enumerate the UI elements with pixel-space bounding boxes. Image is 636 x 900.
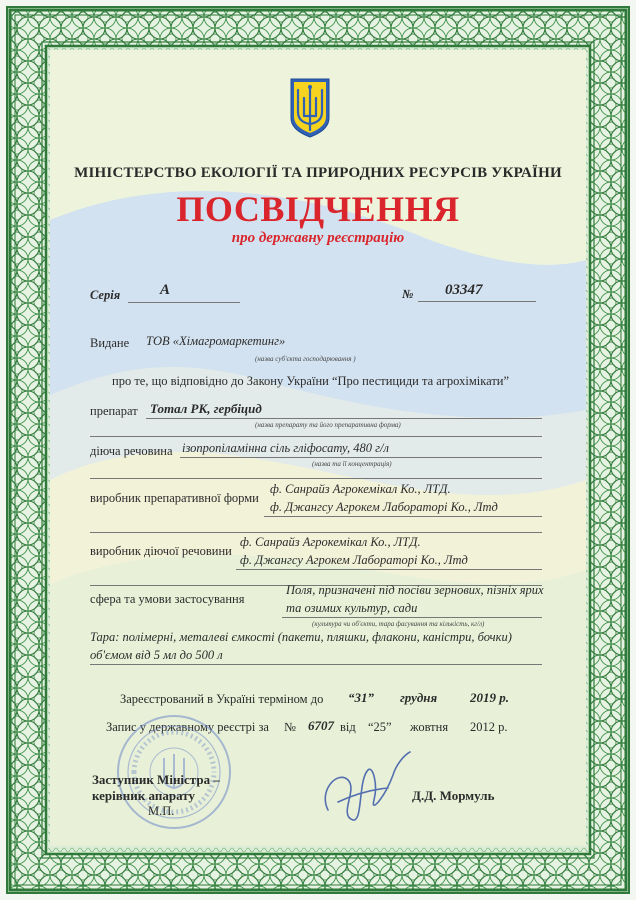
registered-month: грудня xyxy=(400,690,438,705)
application-underline xyxy=(282,617,542,618)
active-substance-underline-2 xyxy=(90,478,542,479)
registry-month: жовтня xyxy=(410,720,449,734)
formulation-producer-underline xyxy=(264,516,542,517)
formulation-producer-underline-2 xyxy=(90,532,542,533)
registry-day: “25” xyxy=(368,720,392,734)
number-value: 03347 xyxy=(445,282,483,298)
document-title: ПОСВІДЧЕННЯ xyxy=(176,189,460,229)
number-label: № xyxy=(402,287,414,301)
formulation-producer-label: виробник препаративної форми xyxy=(90,491,259,505)
packaging-underline xyxy=(90,664,542,665)
ministry-name: МІНІСТЕРСТВО ЕКОЛОГІЇ ТА ПРИРОДНИХ РЕСУРСІВ УКРАЇНИ xyxy=(74,165,562,181)
series-value: А xyxy=(160,282,171,298)
trident-emblem-icon xyxy=(290,78,330,138)
substance-producer-underline xyxy=(236,569,542,570)
issued-value: ТОВ «Хімагромаркетинг» xyxy=(146,334,286,348)
packaging-line-2: об'ємом від 5 мл до 500 л xyxy=(90,648,223,662)
active-substance-label: діюча речовина xyxy=(90,444,173,458)
series-label: Серія xyxy=(90,288,121,302)
signatory-name: Д.Д. Мормуль xyxy=(412,788,495,803)
registered-year: 2019 р. xyxy=(470,690,509,705)
registry-no-label: № xyxy=(284,720,296,734)
certificate xyxy=(6,6,630,894)
packaging-line-1: Тара: полімерні, металеві ємкості (пакети, пляшки, флакони, каністри, бочки) xyxy=(90,630,512,644)
registered-text: Зареєстрований в Україні терміном до xyxy=(120,692,324,706)
stamp-place-label: М.П. xyxy=(148,804,175,818)
active-substance-value: ізопропіламінна сіль гліфосату, 480 г/л xyxy=(182,441,389,455)
signatory-position-line-1: Заступник Міністра – xyxy=(92,772,220,787)
series-underline xyxy=(128,302,240,303)
issued-label: Видане xyxy=(90,336,130,350)
substance-producer-line-2: ф. Джангсу Агрокем Лабораторі Ко., Лтд xyxy=(240,553,468,567)
application-line-1: Поля, призначені під посіви зернових, пізніх ярих xyxy=(286,583,544,597)
substance-producer-label: виробник діючої речовини xyxy=(90,544,232,558)
substance-producer-line-1: ф. Санрайз Агрокемікал Ко., ЛТД. xyxy=(240,535,421,549)
application-label: сфера та умови застосування xyxy=(90,592,245,606)
registry-text: Запис у державному реєстрі за xyxy=(106,720,269,734)
registry-from: від xyxy=(340,720,356,734)
preparation-hint: (назва препарату та його препаративна форма) xyxy=(255,421,401,429)
active-substance-underline xyxy=(180,457,542,458)
certificate-body xyxy=(50,50,586,846)
formulation-producer-line-2: ф. Джангсу Агрокем Лабораторі Ко., Лтд xyxy=(270,500,498,514)
application-hint: (культура чи об'єкти, тара фасування та кількість, кг/л) xyxy=(312,620,485,628)
number-underline xyxy=(418,301,536,302)
preparation-label: препарат xyxy=(90,404,138,418)
registry-year: 2012 р. xyxy=(470,720,508,734)
document-subtitle: про державну реєстрацію xyxy=(231,230,405,246)
registry-no-value: 6707 xyxy=(308,718,334,733)
preparation-underline-2 xyxy=(90,436,542,437)
signature-icon xyxy=(308,740,418,830)
application-line-2: та озимих культур, сади xyxy=(286,601,418,615)
formulation-producer-line-1: ф. Санрайз Агрокемікал Ко., ЛТД. xyxy=(270,482,451,496)
issued-hint: (назва суб'єкта господарювання ) xyxy=(255,355,356,363)
law-text: про те, що відповідно до Закону України “Про пестициди та агрохімікати” xyxy=(112,374,510,388)
preparation-underline xyxy=(146,418,542,419)
registered-day: “31” xyxy=(348,690,374,705)
preparation-value: Тотал РК, гербіцид xyxy=(150,401,262,416)
active-substance-hint: (назва та її концентрація) xyxy=(312,460,392,468)
signatory-position-line-2: керівник апарату xyxy=(92,788,195,803)
